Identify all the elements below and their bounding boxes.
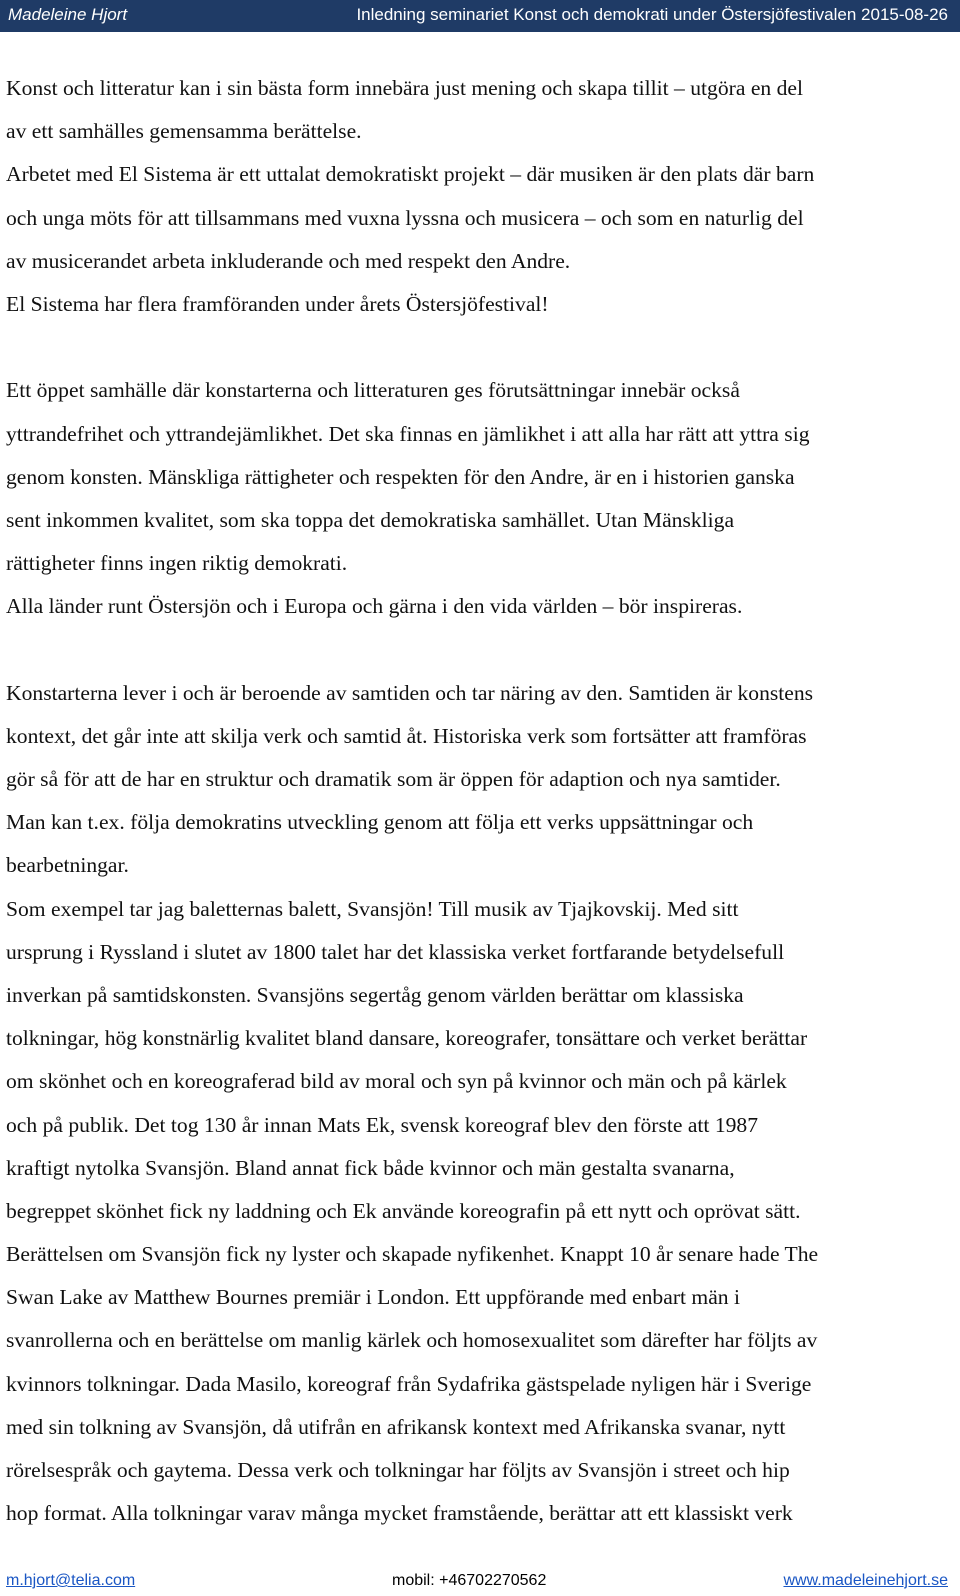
text-line: med sin tolkning av Svansjön, då utifrån en afrikansk kontext med Afrikanska svanar, nytt (6, 1414, 786, 1439)
text-line: sent inkommen kvalitet, som ska toppa det demokratiska samhället. Utan Mänskliga (6, 507, 735, 532)
text-line: inverkan på samtidskonsten. Svansjöns segertåg genom världen berättar om klassiska (6, 982, 744, 1007)
paragraph (6, 672, 950, 1579)
text-line: Konst och litteratur kan i sin bästa form innebära just mening och skapa tillit – utgöra en del (6, 76, 803, 100)
paragraph-spacer (6, 628, 950, 671)
text-line: genom konsten. Mänskliga rättigheter och respekten för den Andre, är en i historien ganska (6, 464, 795, 489)
phone-number: mobil: +46702270562 (392, 1572, 547, 1589)
text-line: tolkningar, hög konstnärlig kvalitet bland dansare, koreografer, tonsättare och verket berättar (6, 1026, 808, 1051)
text-line: rörelsespråk och gaytema. Dessa verk och tolkningar har följts av Svansjön i street och hip (6, 1458, 790, 1482)
text-line: Swan Lake av Matthew Bournes premiär i London. Ett uppförande med enbart män i (6, 1285, 740, 1310)
text-line: El Sistema har flera framföranden under årets Östersjöfestival! (6, 291, 549, 316)
website-link[interactable]: www.madeleinehjort.se (783, 1572, 948, 1589)
text-line: bearbetningar. (6, 853, 129, 878)
text-line: och unga möts för att tillsammans med vuxna lyssna och musicera – och som en naturlig del (6, 205, 804, 230)
paragraph (6, 369, 950, 628)
text-line: av musicerandet arbeta inkluderande och med respekt den Andre. (6, 248, 571, 273)
text-line: svanrollerna och en berättelse om manlig kärlek och homosexualitet som därefter har följts av (6, 1328, 818, 1353)
paragraph-spacer (6, 326, 950, 369)
text-line: kvinnors tolkningar. Dada Masilo, koreograf från Sydafrika gästspelade nyligen här i Sverige (6, 1371, 812, 1396)
email-link[interactable]: m.hjort@telia.com (6, 1572, 136, 1589)
header-title: Inledning seminariet Konst och demokrati under Östersjöfestivalen 2015-08-26 (356, 5, 948, 24)
text-line: kraftigt nytolka Svansjön. Bland annat fick både kvinnor och män gestalta svanarna, (6, 1155, 735, 1180)
text-line: kontext, det går inte att skilja verk och samtid åt. Historiska verk som fortsätter att framföras (6, 723, 807, 748)
text-line: yttrandefrihet och yttrandejämlikhet. Det ska finnas en jämlikhet i att alla har rätt att yttra sig (6, 421, 810, 446)
document-body (6, 67, 950, 1579)
text-line: rättigheter finns ingen riktig demokrati. (6, 551, 348, 576)
text-line: begreppet skönhet fick ny laddning och Ek använde koreografin på ett nytt och oprövat sätt. (6, 1198, 801, 1223)
paragraph (6, 67, 950, 326)
text-line: Som exempel tar jag baletternas balett, Svansjön! Till musik av Tjajkovskij. Med sitt (6, 896, 739, 921)
text-line: Man kan t.ex. följa demokratins utveckling genom att följa ett verks uppsättningar och (6, 810, 754, 835)
text-line: Berättelsen om Svansjön fick ny lyster och skapade nyfikenhet. Knappt 10 år senare hade The (6, 1242, 819, 1267)
text-line: av ett samhälles gemensamma berättelse. (6, 119, 362, 144)
header-author: Madeleine Hjort (8, 5, 128, 24)
text-line: Alla länder runt Östersjön och i Europa och gärna i den vida världen – bör inspireras. (6, 594, 743, 619)
text-line: Arbetet med El Sistema är ett uttalat demokratiskt projekt – där musiken är den plats där barn (6, 162, 815, 187)
text-line: och på publik. Det tog 130 år innan Mats Ek, svensk koreograf blev den förste att 1987 (6, 1112, 759, 1137)
text-line: ursprung i Ryssland i slutet av 1800 talet har det klassiska verket fortfarande betydelsefull (6, 939, 785, 964)
text-line: hop format. Alla tolkningar varav många mycket framstående, berättar att ett klassiskt verk (6, 1501, 793, 1526)
page-footer (0, 1568, 960, 1596)
page-header (0, 0, 960, 32)
text-line: gör så för att de har en struktur och dramatik som är öppen för adaption och nya samtider. (6, 767, 781, 791)
text-line: Konstarterna lever i och är beroende av samtiden och tar näring av den. Samtiden är konstens (6, 680, 814, 705)
text-line: Ett öppet samhälle där konstarterna och litteraturen ges förutsättningar innebär också (6, 378, 740, 403)
text-line: om skönhet och en koreograferad bild av moral och syn på kvinnor och män och på kärlek (6, 1069, 787, 1094)
